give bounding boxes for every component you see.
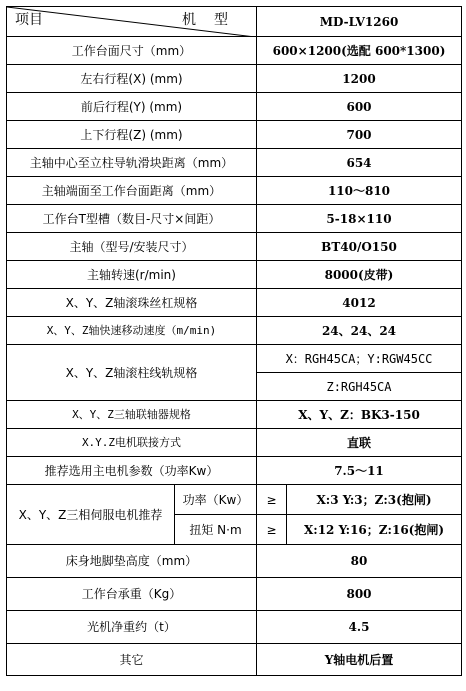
servo-torque-label: 扭矩 N·m (175, 515, 257, 545)
table-row (7, 149, 462, 177)
row-label: X.Y.Z电机联接方式 (7, 429, 257, 457)
row-label: 工作台T型槽（数目-尺寸×间距） (7, 205, 257, 233)
header-diagonal-cell (7, 7, 257, 37)
table-row (7, 578, 462, 611)
row-value: 654 (257, 149, 462, 177)
row-value: BT40/O150 (257, 233, 462, 261)
row-label: 上下行程(Z) (mm) (7, 121, 257, 149)
header-model-label: 机型 (182, 12, 246, 28)
row-value: 5-18×110 (257, 205, 462, 233)
table-row (7, 644, 462, 676)
row-value: 700 (257, 121, 462, 149)
row-value: 4012 (257, 289, 462, 317)
table-row (7, 317, 462, 345)
table-row (7, 93, 462, 121)
servo-torque-symbol: ≥ (257, 515, 287, 545)
row-value: 7.5～11 (257, 457, 462, 485)
header-row (7, 7, 462, 37)
servo-power-label: 功率（Kw） (175, 485, 257, 515)
row-label: 主轴转速(r/min) (7, 261, 257, 289)
row-value: Y轴电机后置 (257, 644, 462, 676)
table-row (7, 65, 462, 93)
row-label: 前后行程(Y) (mm) (7, 93, 257, 121)
row-label: X、Y、Z轴滚珠丝杠规格 (7, 289, 257, 317)
row-value: 80 (257, 545, 462, 578)
rail-row-1 (7, 345, 462, 373)
row-value: 600×1200(选配 600*1300) (257, 37, 462, 65)
header-item-label: 项目 (15, 12, 43, 28)
spec-table (6, 6, 462, 676)
row-value: 4.5 (257, 611, 462, 644)
servo-power-symbol: ≥ (257, 485, 287, 515)
row-label: 光机净重约（t） (7, 611, 257, 644)
row-value: 24、24、24 (257, 317, 462, 345)
servo-row-power (7, 485, 462, 515)
row-label: 工作台面尺寸（mm） (7, 37, 257, 65)
row-label: 工作台承重（Kg） (7, 578, 257, 611)
rail-value-2: Z:RGH45CA (257, 373, 462, 401)
row-value: 800 (257, 578, 462, 611)
row-label: X、Y、Z轴快速移动速度（m/min) (7, 317, 257, 345)
row-value: 1200 (257, 65, 462, 93)
rail-label: X、Y、Z轴滚柱线轨规格 (7, 345, 257, 401)
table-row (7, 289, 462, 317)
table-row (7, 545, 462, 578)
row-value: 110～810 (257, 177, 462, 205)
table-row (7, 401, 462, 429)
servo-torque-value: X:12 Y:16；Z:16(抱闸) (287, 515, 462, 545)
servo-power-value: X:3 Y:3；Z:3(抱闸) (287, 485, 462, 515)
table-row (7, 205, 462, 233)
table-row (7, 177, 462, 205)
row-value: X、Y、Z：BK3-150 (257, 401, 462, 429)
table-row (7, 233, 462, 261)
table-row (7, 261, 462, 289)
row-label: 其它 (7, 644, 257, 676)
table-row (7, 121, 462, 149)
table-row (7, 37, 462, 65)
row-label: 左右行程(X) (mm) (7, 65, 257, 93)
row-label: 推荐选用主电机参数（功率Kw） (7, 457, 257, 485)
rail-value-1: X：RGH45CA；Y:RGW45CC (257, 345, 462, 373)
servo-label: X、Y、Z三相伺服电机推荐 (7, 485, 175, 545)
row-label: 主轴端面至工作台面距离（mm） (7, 177, 257, 205)
row-label: X、Y、Z三轴联轴器规格 (7, 401, 257, 429)
row-value: 8000(皮带) (257, 261, 462, 289)
row-label: 主轴中心至立柱导轨滑块距离（mm） (7, 149, 257, 177)
row-value: 600 (257, 93, 462, 121)
table-row (7, 457, 462, 485)
table-row (7, 611, 462, 644)
row-label: 床身地脚垫高度（mm） (7, 545, 257, 578)
row-value: 直联 (257, 429, 462, 457)
model-name: MD-LV1260 (257, 7, 462, 37)
row-label: 主轴（型号/安装尺寸） (7, 233, 257, 261)
table-row (7, 429, 462, 457)
